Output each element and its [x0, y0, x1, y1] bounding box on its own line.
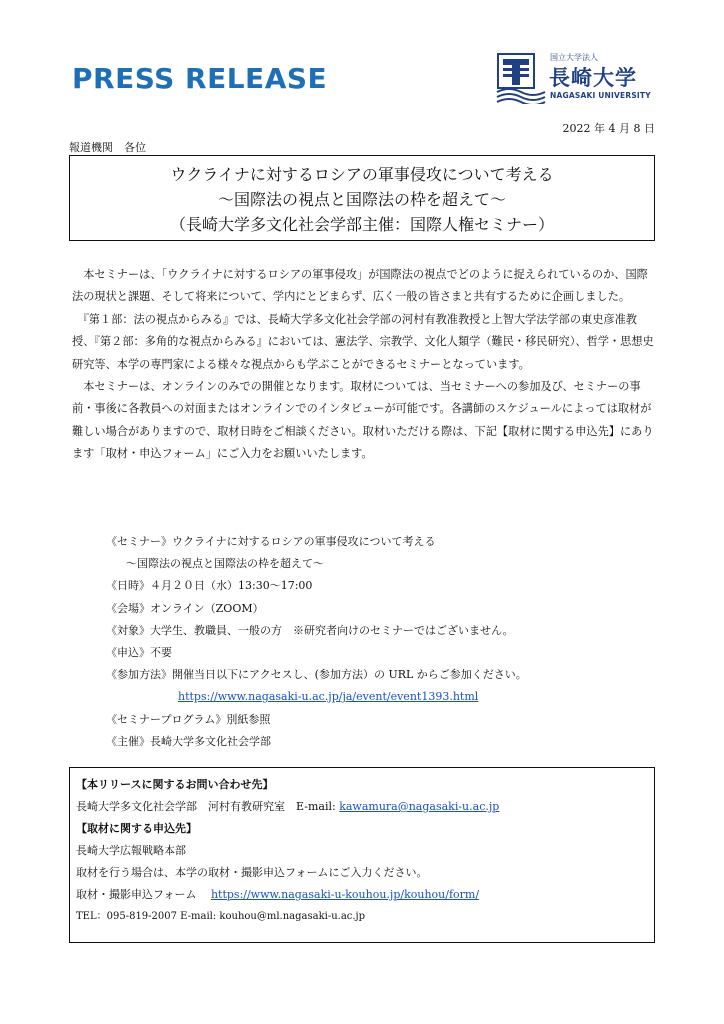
seminar-target: 《対象》大学生、教職員、一般の方 ※研究者向けのセミナーではございません。 — [106, 623, 514, 637]
inquiry-heading: 【本リリースに関するお問い合わせ先】 — [76, 778, 274, 791]
press-org: 長崎大学広報戦略本部 — [76, 844, 186, 857]
contact-box — [69, 767, 655, 943]
seminar-program: 《セミナープログラム》別紙参照 — [106, 712, 271, 726]
body-paragraph-1: 本セミナーは、「ウクライナに対するロシアの軍事侵攻」が国際法の視点でどのように捉えられているのか、国際法の現状と課題、そして将来について、学内にとどまらず、広く一般の皆さまと共有するために企画しました。 — [72, 268, 648, 304]
contact-tel-email: TEL：095-819-2007 E-mail: kouhou@ml.nagasaki-u.ac.jp — [76, 911, 366, 922]
body-text — [72, 264, 656, 466]
seminar-subtitle: 〜国際法の視点と国際法の枠を超えて〜 — [126, 557, 324, 571]
inquiry-text: 長崎大学多文化社会学部 河村有教研究室 E-mail: — [76, 800, 336, 813]
release-date: 2022 年 4 月 8 日 — [562, 122, 655, 135]
addressee: 報道機関 各位 — [69, 141, 146, 154]
body-paragraph-2: 『第１部：法の視点からみる』では、長崎大学多文化社会学部の河村有教准教授と上智大学法学部の東史彦准教授、『第２部：多角的な視点からみる』においては、憲法学、宗教学、文化人類学（難民・移民研究）、哲学・思想史研究等、本学の専門家による様々な視点からも学ぶことができるセミナーとなっています。 — [72, 312, 654, 371]
headline-line-2: 〜国際法の視点と国際法の枠を超えて〜 — [217, 190, 506, 209]
press-heading: 【取材に関する申込先】 — [76, 822, 197, 835]
headline-line-3: （長崎大学多文化社会学部主催：国際人権セミナー） — [169, 215, 554, 234]
seminar-url-link[interactable]: https://www.nagasaki-u.ac.jp/ja/event/event1393.html — [178, 690, 479, 704]
body-paragraph-3: 本セミナーは、オンラインのみでの開催となります。取材については、当セミナーへの参加及び、セミナーの事前・事後に各教員への対面またはオンラインでのインタビューが可能です。各講師のスケジュールによっては取材が難しい場合がありますので、取材日時をご相談ください。取材いただける際は、下記【取材に関する申込先】にあります「取材・申込フォーム」にご入力をお願いいたします。 — [72, 380, 654, 461]
headline-line-1: ウクライナに対するロシアの軍事侵攻について考える — [170, 165, 554, 184]
seminar-application: 《申込》不要 — [106, 646, 172, 660]
seminar-details — [106, 531, 527, 753]
logo-subtitle: 国立大学法人 — [550, 53, 598, 62]
press-note: 取材を行う場合は、本学の取材・撮影申込フォームにご入力ください。 — [76, 866, 428, 879]
seminar-title: 《セミナー》ウクライナに対するロシアの軍事侵攻について考える — [106, 535, 436, 548]
university-logo — [495, 48, 663, 104]
logo-english-name: NAGASAKI UNIVERSITY — [550, 91, 651, 100]
seminar-method: 《参加方法》開催当日以下にアクセスし、(参加方法）の URL からご参加ください。 — [106, 668, 527, 682]
form-label: 取材・撮影申込フォーム — [76, 888, 197, 901]
seminar-date: 《日時》４月２０日（水）13:30〜17:00 — [106, 579, 313, 593]
inquiry-email-link[interactable]: kawamura@nagasaki-u.ac.jp — [339, 800, 500, 813]
seminar-host: 《主催》長崎大学多文化社会学部 — [106, 734, 271, 748]
logo-university-name: 長崎大学 — [549, 66, 637, 90]
headline-box — [69, 155, 655, 241]
form-url-link[interactable]: https://www.nagasaki-u-kouhou.jp/kouhou/form/ — [210, 888, 480, 901]
seminar-venue: 《会場》オンライン（ZOOM） — [106, 601, 264, 615]
press-release-title: PRESS RELEASE — [72, 62, 328, 95]
university-emblem-icon — [495, 48, 547, 104]
